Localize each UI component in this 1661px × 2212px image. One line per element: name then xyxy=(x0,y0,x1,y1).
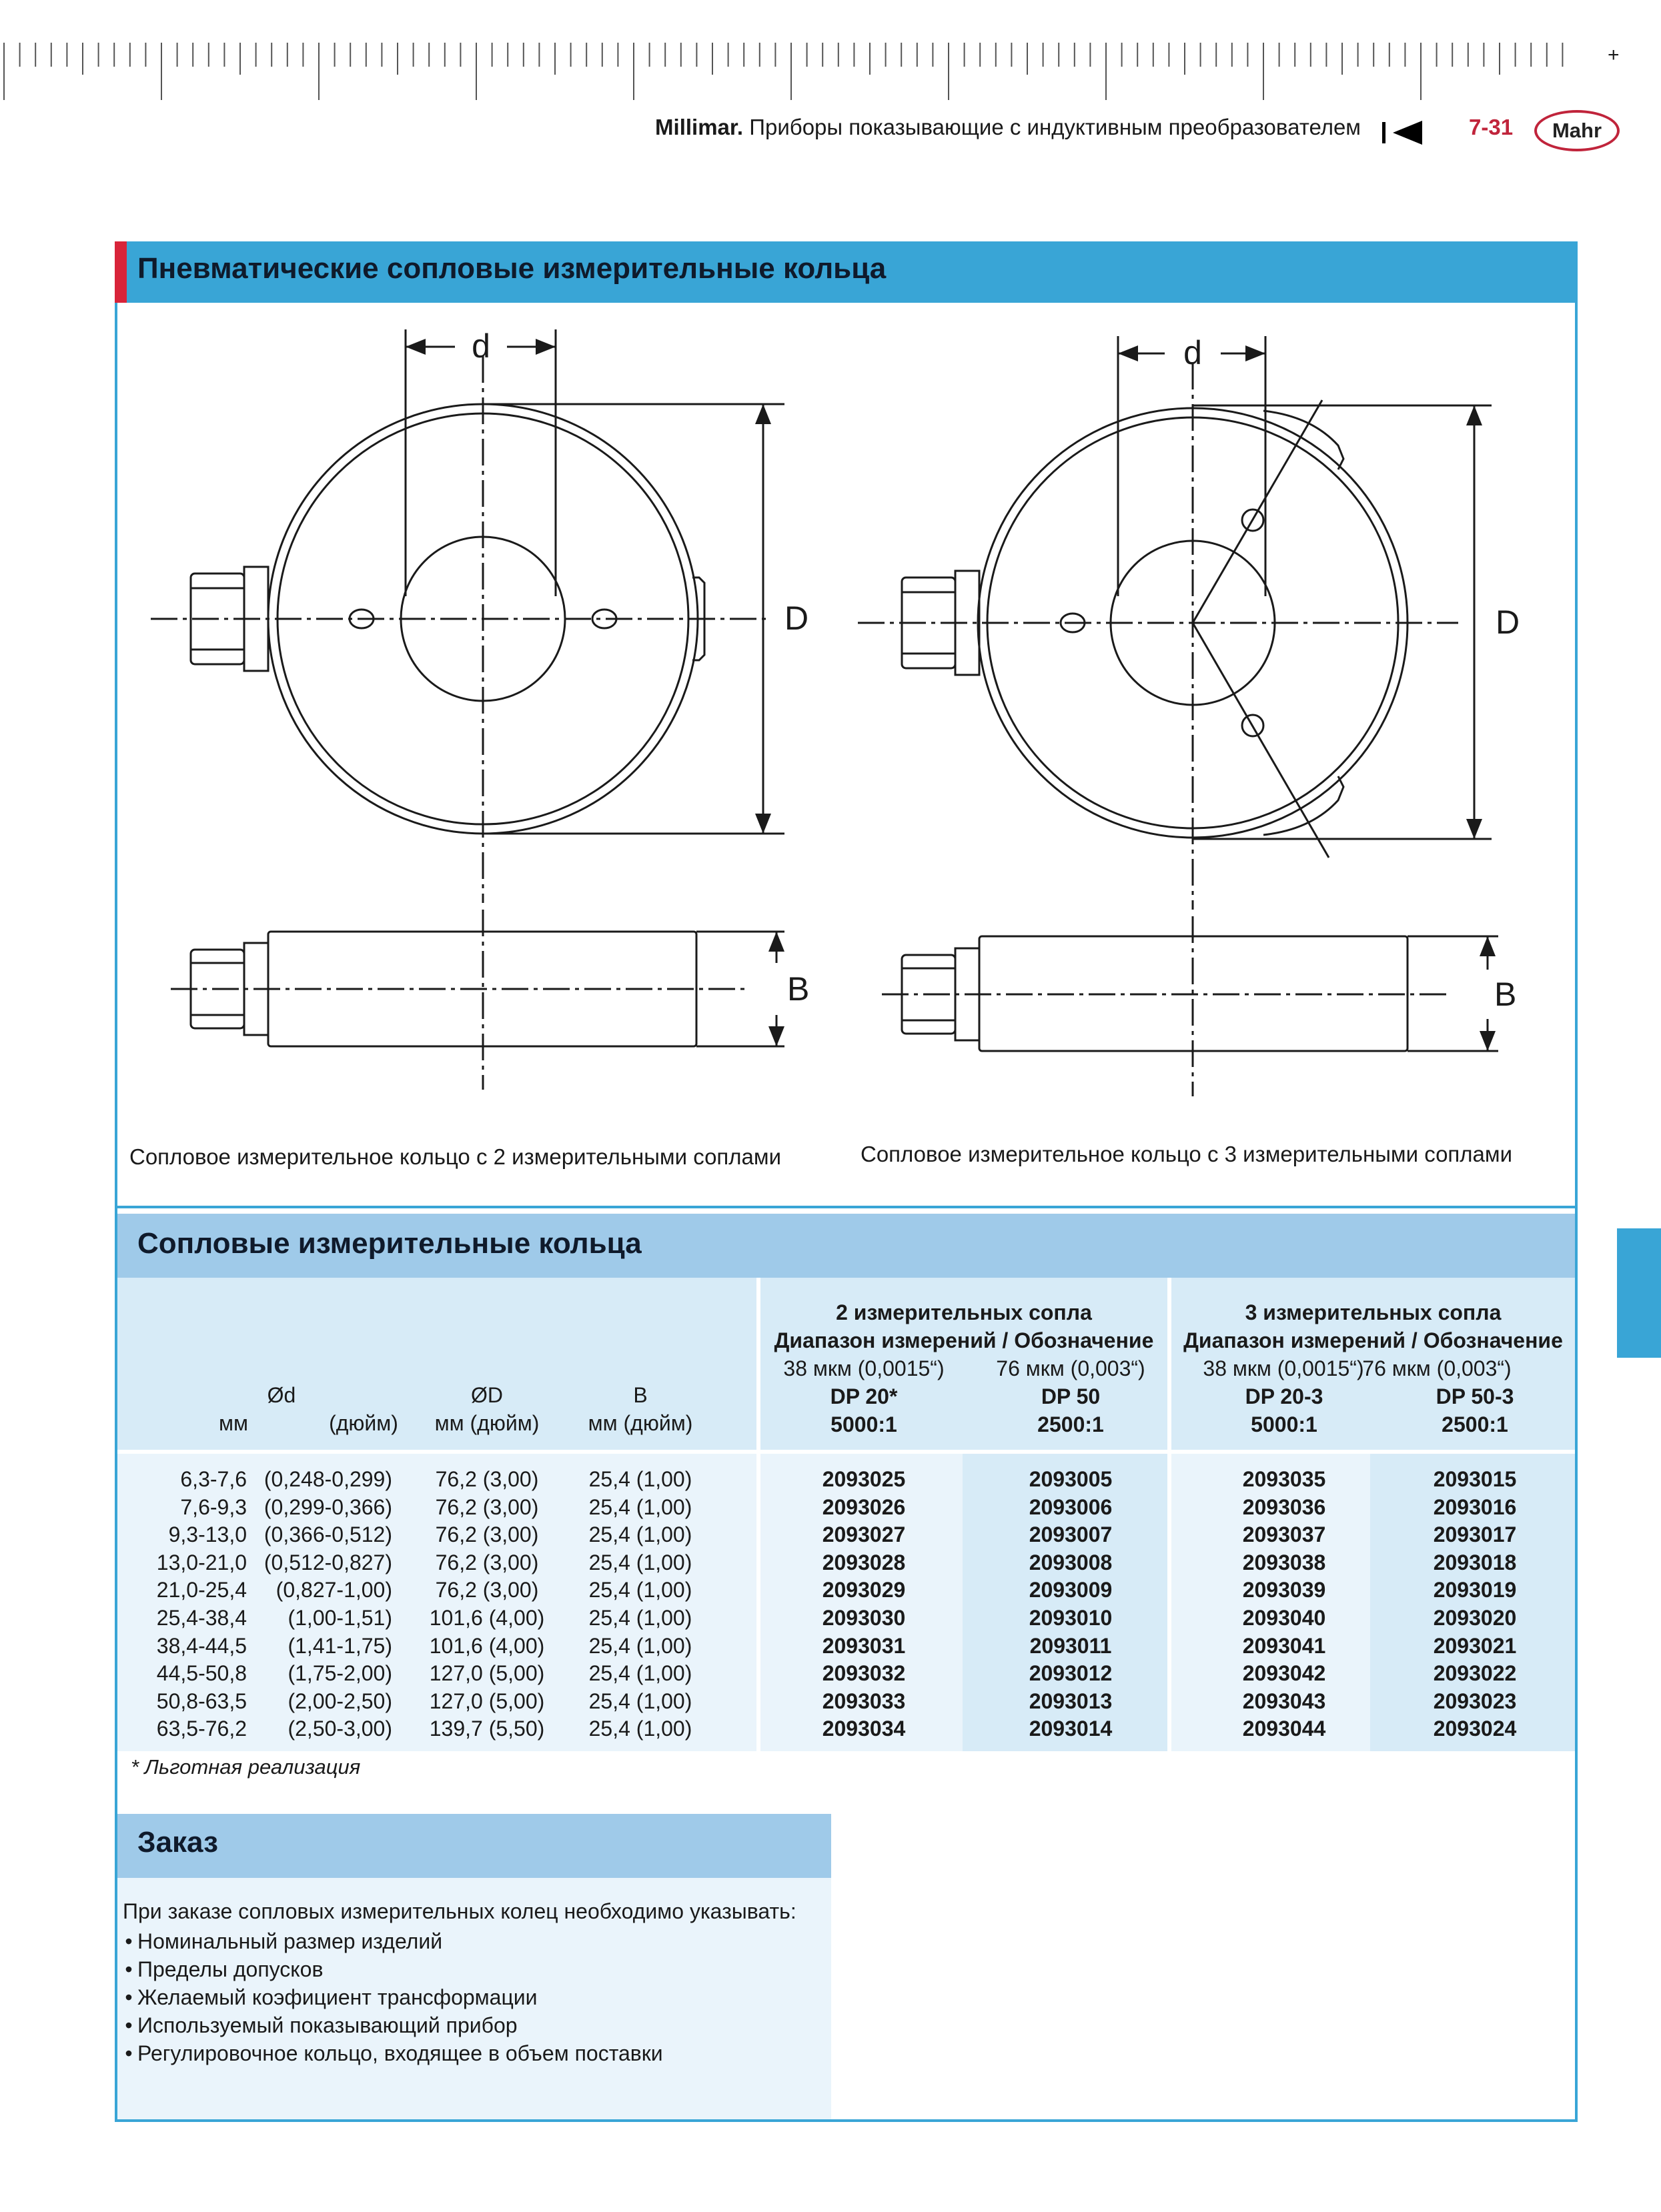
table-cell: 2093017 xyxy=(1433,1522,1517,1547)
dim-B-left: B xyxy=(787,970,810,1008)
table-cell: (2,00-2,50) xyxy=(288,1689,392,1713)
footnote: * Льготная реализация xyxy=(131,1755,361,1779)
group3-model-b: DP 50-3 xyxy=(1436,1384,1514,1408)
group3-range-a: 38 мкм (0,0015“) xyxy=(1203,1356,1364,1380)
group2-ratio-b: 2500:1 xyxy=(1037,1412,1104,1436)
table-cell: 2093033 xyxy=(822,1689,906,1713)
table-cell: 38,4-44,5 xyxy=(156,1633,247,1658)
table-cell: 2093043 xyxy=(1242,1689,1326,1713)
ring-3-nozzles-side xyxy=(882,916,1498,1096)
page-number: 7-31 xyxy=(1469,115,1514,139)
table-cell: 2093005 xyxy=(1029,1467,1113,1491)
table-cell: 13,0-21,0 xyxy=(156,1550,247,1574)
table-cell: 2093023 xyxy=(1433,1689,1517,1713)
table-cell: 2093040 xyxy=(1242,1605,1326,1630)
table-cell: 2093042 xyxy=(1242,1661,1326,1686)
technical-drawing xyxy=(117,303,1575,1203)
table-cell: 44,5-50,8 xyxy=(156,1661,247,1686)
table-cell: (2,50-3,00) xyxy=(288,1717,392,1741)
table-cell: (1,00-1,51) xyxy=(288,1605,392,1630)
table-cell: 127,0 (5,00) xyxy=(429,1689,545,1713)
table-cell: 2093016 xyxy=(1433,1494,1517,1519)
dim-d-right: d xyxy=(1183,334,1202,371)
order-list-item: • Используемый показывающий прибор xyxy=(120,2011,663,2039)
table-cell: (1,75-2,00) xyxy=(288,1661,392,1686)
table-cell: 2093006 xyxy=(1029,1494,1113,1519)
mahr-logo: Mahr xyxy=(1534,110,1620,151)
table-cell: 25,4 (1,00) xyxy=(588,1494,692,1519)
order-list xyxy=(120,1927,663,2067)
table-cell: 2093018 xyxy=(1433,1550,1517,1574)
header-subtitle: Приборы показывающие с индуктивным преобразователем xyxy=(749,115,1361,139)
group3-subtitle: Диапазон измерений / Обозначение xyxy=(1183,1328,1563,1352)
ring-3-nozzles-front xyxy=(858,336,1492,910)
table-cell: (0,366-0,512) xyxy=(263,1522,392,1547)
table-cell: 2093014 xyxy=(1029,1717,1113,1741)
table-cell: 2093028 xyxy=(822,1550,906,1574)
table-cell: 2093036 xyxy=(1242,1494,1326,1519)
table-cell: 63,5-76,2 xyxy=(156,1717,247,1741)
table-cell: 2093010 xyxy=(1029,1605,1113,1630)
column-dp20 xyxy=(774,1466,954,1743)
table-cell: 101,6 (4,00) xyxy=(429,1633,545,1658)
order-list-item: • Номинальный размер изделий xyxy=(120,1927,663,1955)
table-cell: 2093022 xyxy=(1433,1661,1517,1686)
head-d: Ød xyxy=(267,1383,296,1407)
table-cell: 25,4 (1,00) xyxy=(588,1689,692,1713)
section-title: Пневматические сопловые измерительные кольца xyxy=(137,252,887,285)
table-cell: 2093007 xyxy=(1029,1522,1113,1547)
dim-D-left: D xyxy=(784,600,809,637)
table-title: Сопловые измерительные кольца xyxy=(137,1227,642,1260)
table-cell: 25,4 (1,00) xyxy=(588,1605,692,1630)
table-cell: 25,4 (1,00) xyxy=(588,1717,692,1741)
column-B xyxy=(574,1466,707,1743)
group2-range-a: 38 мкм (0,0015“) xyxy=(783,1356,945,1380)
table-cell: 6,3-7,6 xyxy=(180,1467,247,1491)
header-bar-icon xyxy=(1382,122,1386,143)
table-cell: 2093021 xyxy=(1433,1633,1517,1658)
table-cell: 25,4 (1,00) xyxy=(588,1578,692,1602)
chapter-tab xyxy=(1617,1228,1661,1358)
head-B: B xyxy=(633,1383,648,1407)
top-ruler xyxy=(0,0,1601,110)
order-list-item: • Желаемый коэфициент трансформации xyxy=(120,1983,663,2011)
table-cell: 2093027 xyxy=(822,1522,906,1547)
table-cell: 2093034 xyxy=(822,1717,906,1741)
table-cell: 2093024 xyxy=(1433,1717,1517,1741)
group3-ratio-b: 2500:1 xyxy=(1442,1412,1508,1436)
table-cell: 2093019 xyxy=(1433,1578,1517,1602)
table-cell: 2093041 xyxy=(1242,1633,1326,1658)
table-cell: 2093035 xyxy=(1242,1467,1326,1491)
column-dp50-3 xyxy=(1385,1466,1565,1743)
head-d-inch: (дюйм) xyxy=(329,1411,398,1435)
table-cell: 25,4 (1,00) xyxy=(588,1550,692,1574)
table-cell: 2093039 xyxy=(1242,1578,1326,1602)
table-cell: 2093030 xyxy=(822,1605,906,1630)
table-cell: 2093044 xyxy=(1242,1717,1326,1741)
order-list-item: • Регулировочное кольцо, входящее в объем поставки xyxy=(120,2039,663,2067)
caption-3-nozzles: Сопловое измерительное кольцо с 3 измерительными соплами xyxy=(861,1142,1513,1166)
ring-2-nozzles-side xyxy=(171,910,784,1090)
arrow-left-icon xyxy=(1393,121,1422,145)
order-title-bar xyxy=(117,1814,831,1878)
caption-2-nozzles: Сопловое измерительное кольцо с 2 измерительными соплами xyxy=(129,1144,782,1169)
table-cell: 2093029 xyxy=(822,1578,906,1602)
table-cell: 50,8-63,5 xyxy=(156,1689,247,1713)
group2-model-a: DP 20* xyxy=(830,1384,898,1408)
order-title: Заказ xyxy=(137,1826,218,1859)
column-d-inch xyxy=(257,1466,392,1743)
table-cell: 2093009 xyxy=(1029,1578,1113,1602)
group3-range-b: 76 мкм (0,003“) xyxy=(1362,1356,1512,1380)
table-cell: (0,248-0,299) xyxy=(263,1467,392,1491)
group2-subtitle: Диапазон измерений / Обозначение xyxy=(774,1328,1154,1352)
table-cell: 21,0-25,4 xyxy=(156,1578,247,1602)
dim-B-right: B xyxy=(1494,976,1517,1013)
group2-ratio-a: 5000:1 xyxy=(830,1412,897,1436)
table-cell: 2093015 xyxy=(1433,1467,1517,1491)
table-cell: 7,6-9,3 xyxy=(180,1494,247,1519)
table-cell: 25,4 (1,00) xyxy=(588,1633,692,1658)
head-d-mm: мм xyxy=(219,1411,248,1435)
table-cell: 76,2 (3,00) xyxy=(435,1494,539,1519)
group2-title: 2 измерительных сопла xyxy=(836,1300,1092,1324)
table-cell: 25,4 (1,00) xyxy=(588,1467,692,1491)
column-dp50 xyxy=(981,1466,1161,1743)
table-cell: 25,4 (1,00) xyxy=(588,1522,692,1547)
table-cell: (1,41-1,75) xyxy=(288,1633,392,1658)
dim-D-right: D xyxy=(1496,604,1520,641)
group2-model-b: DP 50 xyxy=(1041,1384,1101,1408)
table-cell: 76,2 (3,00) xyxy=(435,1550,539,1574)
table-cell: 2093026 xyxy=(822,1494,906,1519)
dim-d-left: d xyxy=(472,327,490,365)
table-cell: 25,4 (1,00) xyxy=(588,1661,692,1686)
header-brand: Millimar. xyxy=(655,115,744,139)
order-intro: При заказе сопловых измерительных колец необходимо указывать: xyxy=(123,1899,796,1923)
registration-mark: + xyxy=(1608,44,1620,66)
order-list-item: • Пределы допусков xyxy=(120,1955,663,1983)
table-cell: 2093032 xyxy=(822,1661,906,1686)
head-D-units: мм (дюйм) xyxy=(434,1411,540,1435)
section-title-accent xyxy=(115,241,127,303)
group2-range-b: 76 мкм (0,003“) xyxy=(996,1356,1145,1380)
column-dp20-3 xyxy=(1194,1466,1374,1743)
head-B-units: мм (дюйм) xyxy=(588,1411,693,1435)
head-D: ØD xyxy=(471,1383,503,1407)
table-cell: 127,0 (5,00) xyxy=(429,1661,545,1686)
table-cell: 2093011 xyxy=(1029,1633,1112,1658)
table-cell: 9,3-13,0 xyxy=(168,1522,247,1547)
table-cell: 2093012 xyxy=(1029,1661,1113,1686)
ring-2-nozzles-front xyxy=(151,329,784,903)
table-cell: 76,2 (3,00) xyxy=(435,1522,539,1547)
table-cell: 2093038 xyxy=(1242,1550,1326,1574)
group3-title: 3 измерительных сопла xyxy=(1245,1300,1502,1324)
running-header xyxy=(655,115,1361,140)
table-cell: 2093037 xyxy=(1242,1522,1326,1547)
table-cell: 2093008 xyxy=(1029,1550,1113,1574)
table-cell: (0,827-1,00) xyxy=(275,1578,392,1602)
table-cell: 2093025 xyxy=(822,1467,906,1491)
column-d-mm xyxy=(131,1466,247,1743)
table-cell: 76,2 (3,00) xyxy=(435,1578,539,1602)
table-cell: 139,7 (5,50) xyxy=(429,1717,545,1741)
table-cell: 2093031 xyxy=(822,1633,906,1658)
table-cell: 101,6 (4,00) xyxy=(429,1605,545,1630)
table-cell: 2093020 xyxy=(1433,1605,1517,1630)
table-cell: (0,299-0,366) xyxy=(263,1494,392,1519)
table-header-divider xyxy=(117,1450,1575,1454)
table-cell: 25,4-38,4 xyxy=(156,1605,247,1630)
table-cell: (0,512-0,827) xyxy=(263,1550,392,1574)
group3-model-a: DP 20-3 xyxy=(1245,1384,1323,1408)
table-cell: 76,2 (3,00) xyxy=(435,1467,539,1491)
group3-ratio-a: 5000:1 xyxy=(1251,1412,1317,1436)
table-cell: 2093013 xyxy=(1029,1689,1113,1713)
column-D xyxy=(420,1466,554,1743)
